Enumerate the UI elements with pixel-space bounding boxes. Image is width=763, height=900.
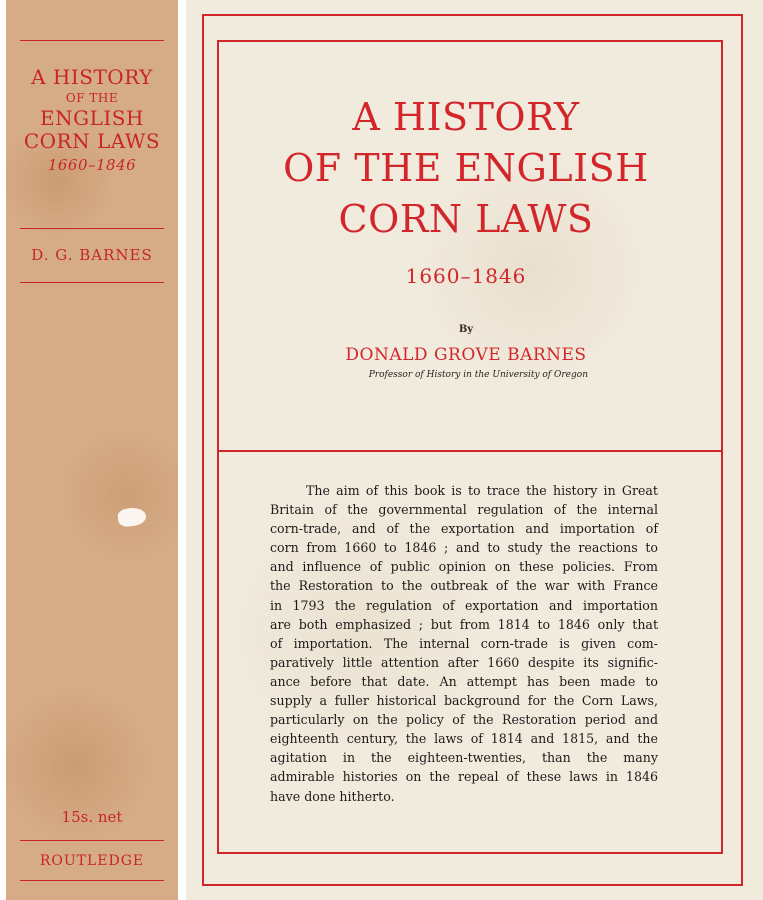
blurb-line: in 1793 the regulation of exportation and importation bbox=[270, 597, 658, 613]
cover-author: DONALD GROVE BARNES bbox=[345, 345, 587, 365]
blurb-line: particularly on the policy of the Restoration period and bbox=[270, 712, 658, 728]
spine-title bbox=[6, 66, 178, 177]
blurb-line: have done hitherto. bbox=[270, 788, 395, 804]
cover-title-line-2: OF THE ENGLISH bbox=[283, 146, 649, 190]
blurb bbox=[270, 481, 658, 806]
spine-title-line-4: CORN LAWS bbox=[23, 129, 161, 153]
spine-title-line-2: OF THE bbox=[65, 91, 119, 105]
cover-by: By bbox=[458, 324, 474, 335]
blurb-line: agitation in the eighteen-twenties, than the many bbox=[270, 750, 658, 766]
blurb-line: supply a fuller historical background for the Corn Laws, bbox=[270, 693, 658, 709]
blurb-line: paratively little attention after 1660 despite its signific- bbox=[270, 654, 658, 670]
spine bbox=[6, 0, 178, 900]
spine-rule-lower bbox=[20, 840, 164, 841]
spine-dates: 1660–1846 bbox=[47, 156, 137, 174]
spine-rule-author bbox=[20, 282, 164, 283]
blurb-line: of importation. The internal corn-trade is given com- bbox=[270, 635, 658, 651]
jacket-tear bbox=[117, 506, 147, 528]
blurb-line: admirable histories on the repeal of these laws in 1846 bbox=[270, 769, 658, 785]
cover-title-line-3: CORN LAWS bbox=[338, 197, 594, 241]
spine-title-line-3: ENGLISH bbox=[40, 106, 144, 130]
blurb-line: The aim of this book is to trace the history in Great bbox=[306, 483, 658, 498]
spine-rule-bottom bbox=[20, 880, 164, 881]
cover-title bbox=[186, 92, 746, 245]
cover-title-line-1: A HISTORY bbox=[352, 95, 580, 139]
spine-price: 15s. net bbox=[61, 808, 123, 826]
spine-title-line-1: A HISTORY bbox=[31, 65, 153, 89]
spine-author: D. G. BARNES bbox=[31, 246, 153, 264]
cover-affiliation: Professor of History in the University of Oregon bbox=[368, 370, 588, 380]
spine-rule-upper bbox=[20, 228, 164, 229]
blurb-line: corn-trade, and of the exportation and importation of bbox=[270, 521, 658, 537]
cover-dates: 1660–1846 bbox=[405, 264, 527, 288]
spine-rule-top bbox=[20, 40, 164, 41]
blurb-line: ance before that date. An attempt has been made to bbox=[270, 673, 658, 689]
blurb-line: Britain of the governmental regulation of the internal bbox=[270, 502, 658, 518]
blurb-line: eighteenth century, the laws of 1814 and 1815, and the bbox=[270, 731, 658, 747]
blurb-line: and influence of public opinion on these policies. From bbox=[270, 559, 658, 575]
blurb-line: corn from 1660 to 1846 ; and to study the reactions to bbox=[270, 540, 658, 556]
spine-publisher: ROUTLEDGE bbox=[39, 853, 145, 869]
blurb-line: are both emphasized ; but from 1814 to 1846 only that bbox=[270, 616, 658, 632]
blurb-line: the Restoration to the outbreak of the war with France bbox=[270, 578, 658, 594]
frame-divider bbox=[217, 450, 723, 452]
